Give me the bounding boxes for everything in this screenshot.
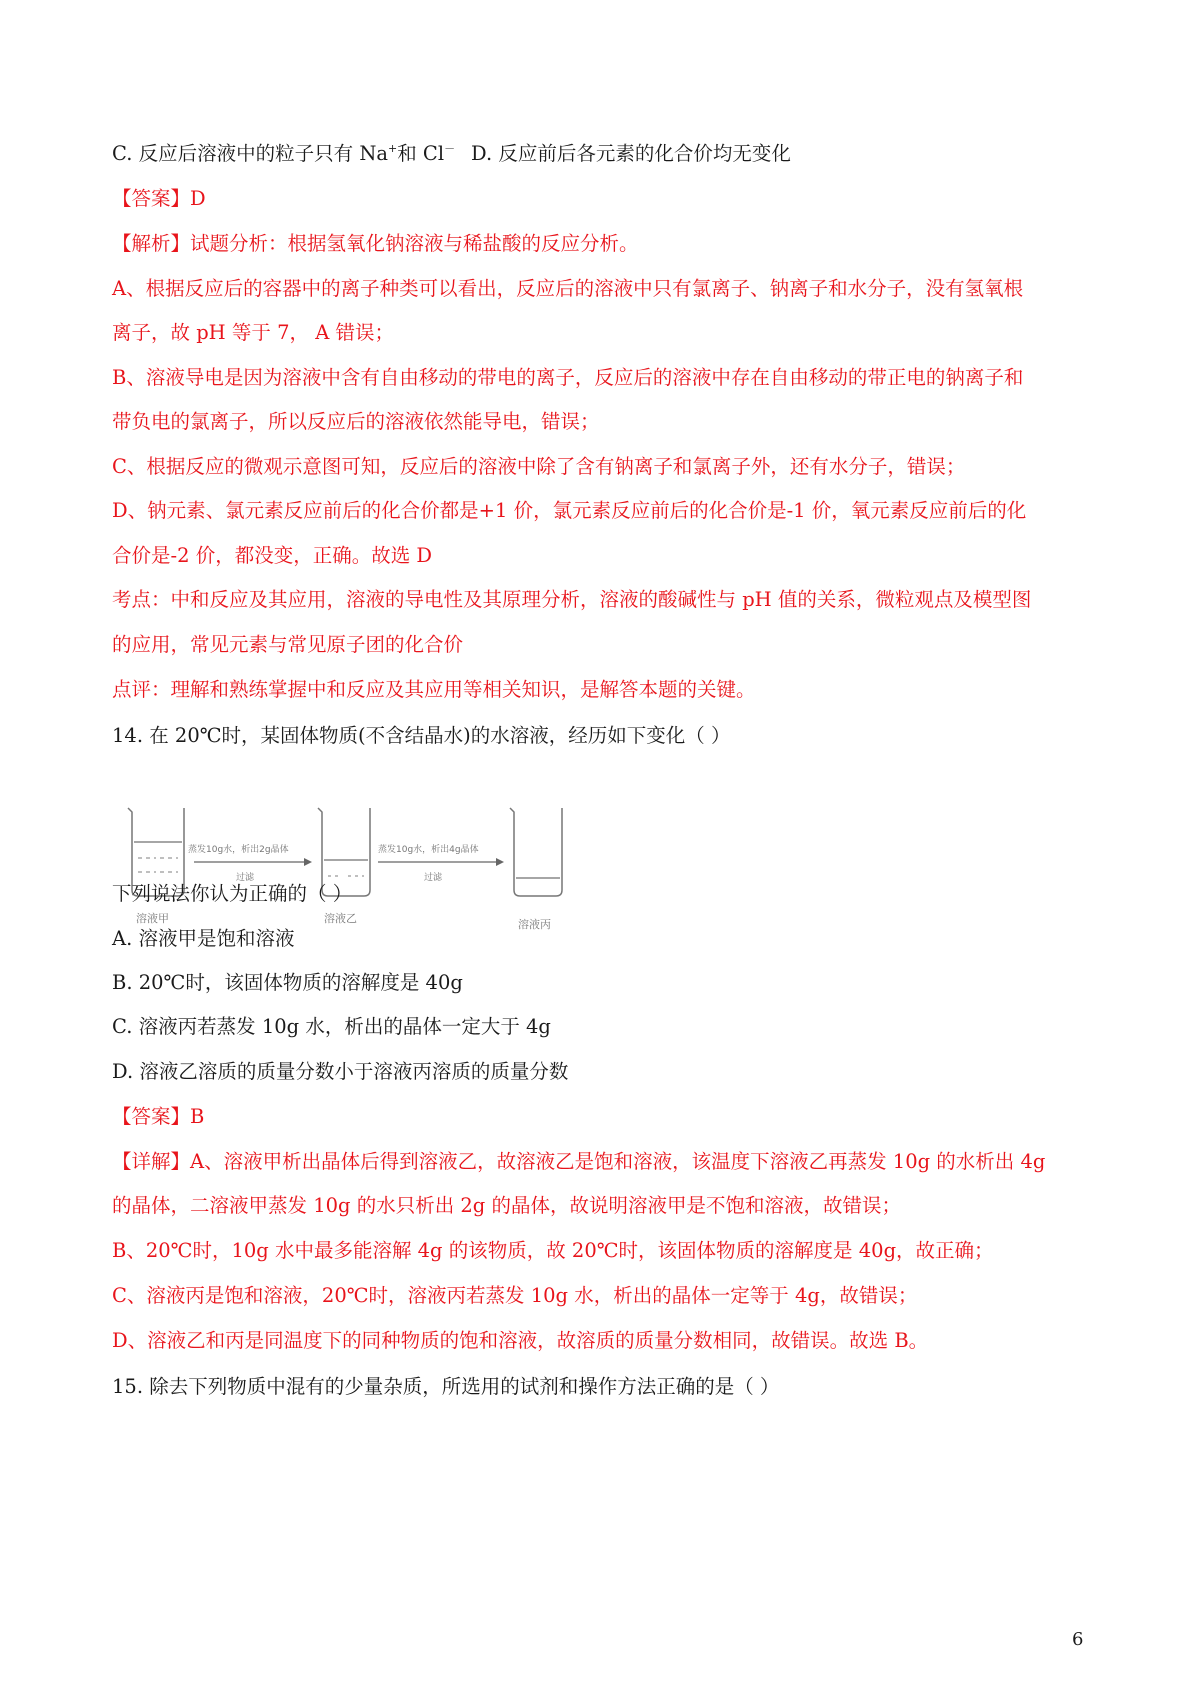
q13-analysis-line: 合价是-2 价，都没变，正确。故选 D — [112, 544, 433, 567]
q14-option-d: D. 溶液乙溶质的质量分数小于溶液丙溶质的质量分数 — [112, 1060, 569, 1083]
beaker-1-label: 溶液甲 — [136, 912, 169, 925]
arrow-2-top-label: 蒸发10g水，析出4g晶体 — [378, 845, 479, 855]
q14-answer: 【答案】B — [112, 1105, 205, 1128]
q13-analysis-line: B、溶液导电是因为溶液中含有自由移动的带电的离子，反应后的溶液中存在自由移动的带正电的钠离子和 — [112, 366, 1024, 389]
arrow-2-bottom-label: 过滤 — [424, 873, 443, 883]
q13-analysis-line: A、根据反应后的容器中的离子种类可以看出，反应后的溶液中只有氯离子、钠离子和水分子，没有氢氧根 — [112, 277, 1024, 300]
arrow-1 — [194, 858, 312, 866]
q15-stem: 15. 除去下列物质中混有的少量杂质，所选用的试剂和操作方法正确的是（ ） — [112, 1375, 780, 1398]
q13-key-points: 考点：中和反应及其应用，溶液的导电性及其原理分析，溶液的酸碱性与 pH 值的关系，微粒观点及模型图 — [112, 588, 1032, 611]
q13-analysis-head: 【解析】试题分析：根据氢氧化钠溶液与稀盐酸的反应分析。 — [112, 232, 639, 255]
q13-analysis-line: 离子，故 pH 等于 7， A 错误； — [112, 321, 394, 344]
q13-option-d: D. 反应前后各元素的化合价均无变化 — [471, 142, 791, 165]
beaker-2-label: 溶液乙 — [324, 912, 357, 925]
q14-detail-line: 【详解】A、溶液甲析出晶体后得到溶液乙，故溶液乙是饱和溶液，该温度下溶液乙再蒸发 10g 的水析出 4g — [112, 1150, 1046, 1173]
q14-detail-head: 【详解】 — [112, 1150, 191, 1173]
q13-answer: 【答案】D — [112, 187, 206, 210]
q13-analysis-line: C、根据反应的微观示意图可知，反应后的溶液中除了含有钠离子和氯离子外，还有水分子，错误； — [112, 455, 966, 478]
q14-detail-line: C、溶液丙是饱和溶液，20℃时，溶液丙若蒸发 10g 水，析出的晶体一定等于 4g，故错误； — [112, 1284, 918, 1307]
beaker-3 — [510, 808, 562, 896]
q14-prompt: 下列说法你认为正确的（ ） — [112, 882, 353, 905]
q13-comment: 点评：理解和熟练掌握中和反应及其应用等相关知识，是解答本题的关键。 — [112, 678, 756, 701]
q14-detail-line: D、溶液乙和丙是同温度下的同种物质的饱和溶液，故溶质的质量分数相同，故错误。故选 B。 — [112, 1329, 929, 1352]
q13-analysis-line: 带负电的氯离子，所以反应后的溶液依然能导电，错误； — [112, 410, 600, 433]
q13-key-points: 的应用，常见元素与常见原子团的化合价 — [112, 633, 464, 656]
page-number: 6 — [1072, 1629, 1084, 1650]
q14-stem: 14. 在 20℃时，某固体物质(不含结晶水)的水溶液，经历如下变化（ ） — [112, 724, 731, 747]
arrow-1-top-label: 蒸发10g水，析出2g晶体 — [188, 845, 289, 855]
q14-detail-line: B、20℃时，10g 水中最多能溶解 4g 的该物质，故 20℃时，该固体物质的溶解度是 40g，故正确； — [112, 1239, 994, 1262]
q13-analysis-line: D、钠元素、氯元素反应前后的化合价都是+1 价，氯元素反应前后的化合价是-1 价，氧元素反应前后的化 — [112, 499, 1027, 522]
q13-option-c: C. 反应后溶液中的粒子只有 Na+和 Cl－ — [112, 142, 456, 165]
arrow-1-bottom-label: 过滤 — [236, 873, 255, 883]
q14-option-a: A. 溶液甲是饱和溶液 — [112, 927, 295, 950]
arrow-2 — [378, 858, 504, 866]
q14-detail-line: 的晶体，二溶液甲蒸发 10g 的水只析出 2g 的晶体，故说明溶液甲是不饱和溶液，故错误； — [112, 1194, 901, 1217]
beaker-3-label: 溶液丙 — [518, 918, 551, 931]
q14-option-c: C. 溶液丙若蒸发 10g 水，析出的晶体一定大于 4g — [112, 1015, 551, 1038]
q14-option-b: B. 20℃时，该固体物质的溶解度是 40g — [112, 971, 463, 994]
q14-evaporation-figure — [126, 800, 626, 935]
